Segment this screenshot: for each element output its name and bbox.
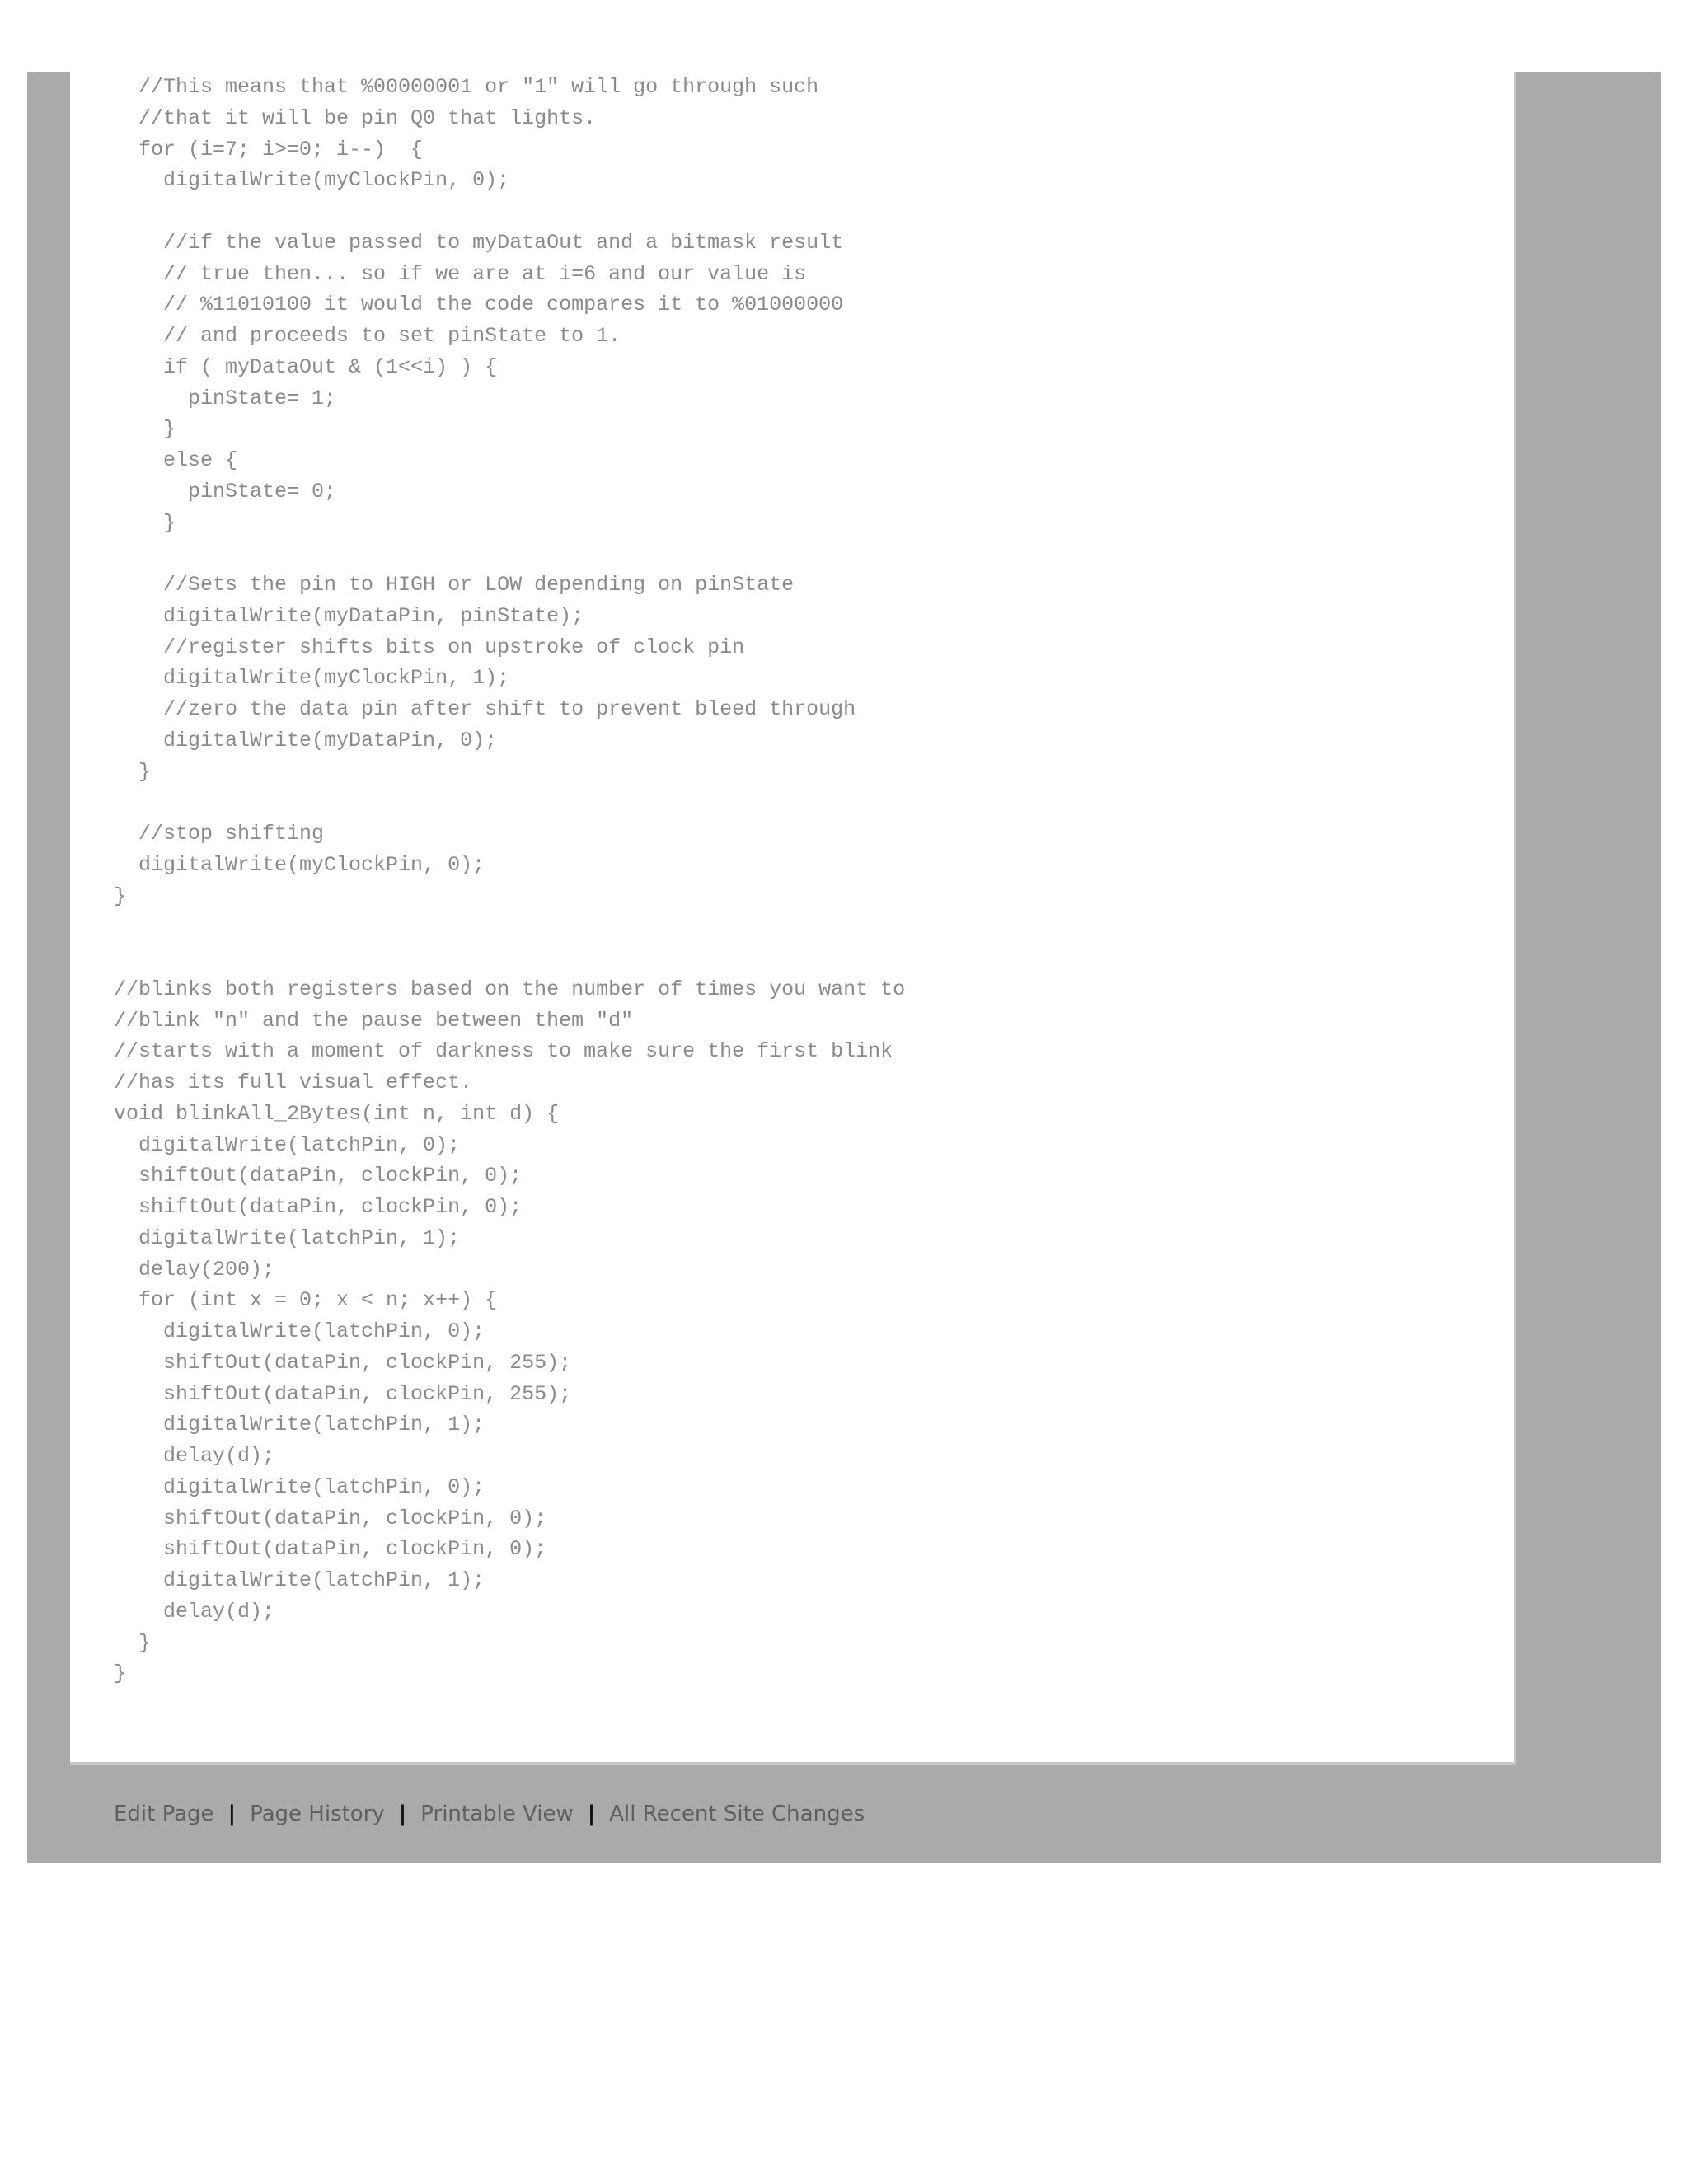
footer-separator: | xyxy=(398,1802,407,1826)
code-line: digitalWrite(latchPin, 1); xyxy=(114,1226,461,1250)
code-line: digitalWrite(myDataPin, pinState); xyxy=(114,603,584,628)
code-line: digitalWrite(latchPin, 0); xyxy=(114,1474,485,1499)
footer-separator: | xyxy=(587,1802,596,1826)
footer-separator: | xyxy=(227,1802,237,1826)
code-line: shiftOut(dataPin, clockPin, 0); xyxy=(114,1537,547,1562)
content-panel xyxy=(70,72,1516,1765)
code-line: } xyxy=(114,510,176,535)
code-line xyxy=(114,196,905,227)
code-line: // %11010100 it would the code compares it to %01000000 xyxy=(114,293,844,317)
printable-view-link[interactable]: Printable View xyxy=(420,1802,574,1826)
code-line: //This means that %00000001 or "1" will go through such xyxy=(114,75,819,99)
code-line: shiftOut(dataPin, clockPin, 255); xyxy=(114,1350,572,1375)
code-line: //zero the data pin after shift to prevent bleed through xyxy=(114,697,856,721)
code-line: //blink "n" and the pause between them "d" xyxy=(114,1008,634,1033)
code-line: } xyxy=(114,759,152,784)
code-line: shiftOut(dataPin, clockPin, 0); xyxy=(114,1164,523,1188)
code-line: } xyxy=(114,1630,152,1655)
code-line: //register shifts bits on upstroke of clock pin xyxy=(114,635,745,659)
code-line: // and proceeds to set pinState to 1. xyxy=(114,324,621,348)
code-line xyxy=(114,912,905,943)
all-recent-site-changes-link[interactable]: All Recent Site Changes xyxy=(609,1802,865,1826)
code-line: else { xyxy=(114,448,238,472)
code-line: digitalWrite(latchPin, 0); xyxy=(114,1319,485,1343)
code-line: digitalWrite(latchPin, 1); xyxy=(114,1568,485,1592)
code-line: digitalWrite(myClockPin, 0); xyxy=(114,852,485,877)
code-line: } xyxy=(114,417,176,442)
code-line: //blinks both registers based on the number of times you want to xyxy=(114,977,906,1001)
code-line: delay(d); xyxy=(114,1599,275,1624)
code-line: //that it will be pin Q0 that lights. xyxy=(114,105,597,130)
code-line: //if the value passed to myDataOut and a bitmask result xyxy=(114,230,844,255)
edit-page-link[interactable]: Edit Page xyxy=(114,1802,214,1826)
code-line: pinState= 0; xyxy=(114,479,337,504)
code-line: shiftOut(dataPin, clockPin, 0); xyxy=(114,1506,547,1530)
code-line: pinState= 1; xyxy=(114,386,337,410)
code-line: digitalWrite(latchPin, 1); xyxy=(114,1413,485,1437)
code-line: for (i=7; i>=0; i--) { xyxy=(114,137,424,162)
code-line: //stop shifting xyxy=(114,822,325,846)
code-line: void blinkAll_2Bytes(int n, int d) { xyxy=(114,1101,560,1126)
code-line: //starts with a moment of darkness to make sure the first blink xyxy=(114,1039,893,1064)
code-line: delay(d); xyxy=(114,1444,275,1468)
code-line xyxy=(114,538,905,569)
code-line: } xyxy=(114,1661,127,1686)
code-line: delay(200); xyxy=(114,1257,275,1282)
code-line xyxy=(114,943,905,974)
code-line: digitalWrite(myClockPin, 1); xyxy=(114,666,510,691)
code-line: digitalWrite(latchPin, 0); xyxy=(114,1132,461,1157)
code-line: digitalWrite(myClockPin, 0); xyxy=(114,168,510,193)
page-history-link[interactable]: Page History xyxy=(250,1802,385,1826)
code-line: shiftOut(dataPin, clockPin, 0); xyxy=(114,1195,523,1219)
code-line: //Sets the pin to HIGH or LOW depending on pinState xyxy=(114,573,795,597)
footer-links xyxy=(114,1798,865,1830)
code-line: if ( myDataOut & (1<<i) ) { xyxy=(114,354,498,379)
code-line: // true then... so if we are at i=6 and our value is xyxy=(114,261,807,286)
code-block xyxy=(114,72,905,1690)
code-line: //has its full visual effect. xyxy=(114,1071,473,1094)
page-frame xyxy=(27,72,1661,1863)
code-line: digitalWrite(myDataPin, 0); xyxy=(114,728,498,752)
code-line xyxy=(114,787,905,818)
code-line: for (int x = 0; x < n; x++) { xyxy=(114,1288,498,1313)
code-line: shiftOut(dataPin, clockPin, 255); xyxy=(114,1381,572,1406)
code-line: } xyxy=(114,883,127,908)
